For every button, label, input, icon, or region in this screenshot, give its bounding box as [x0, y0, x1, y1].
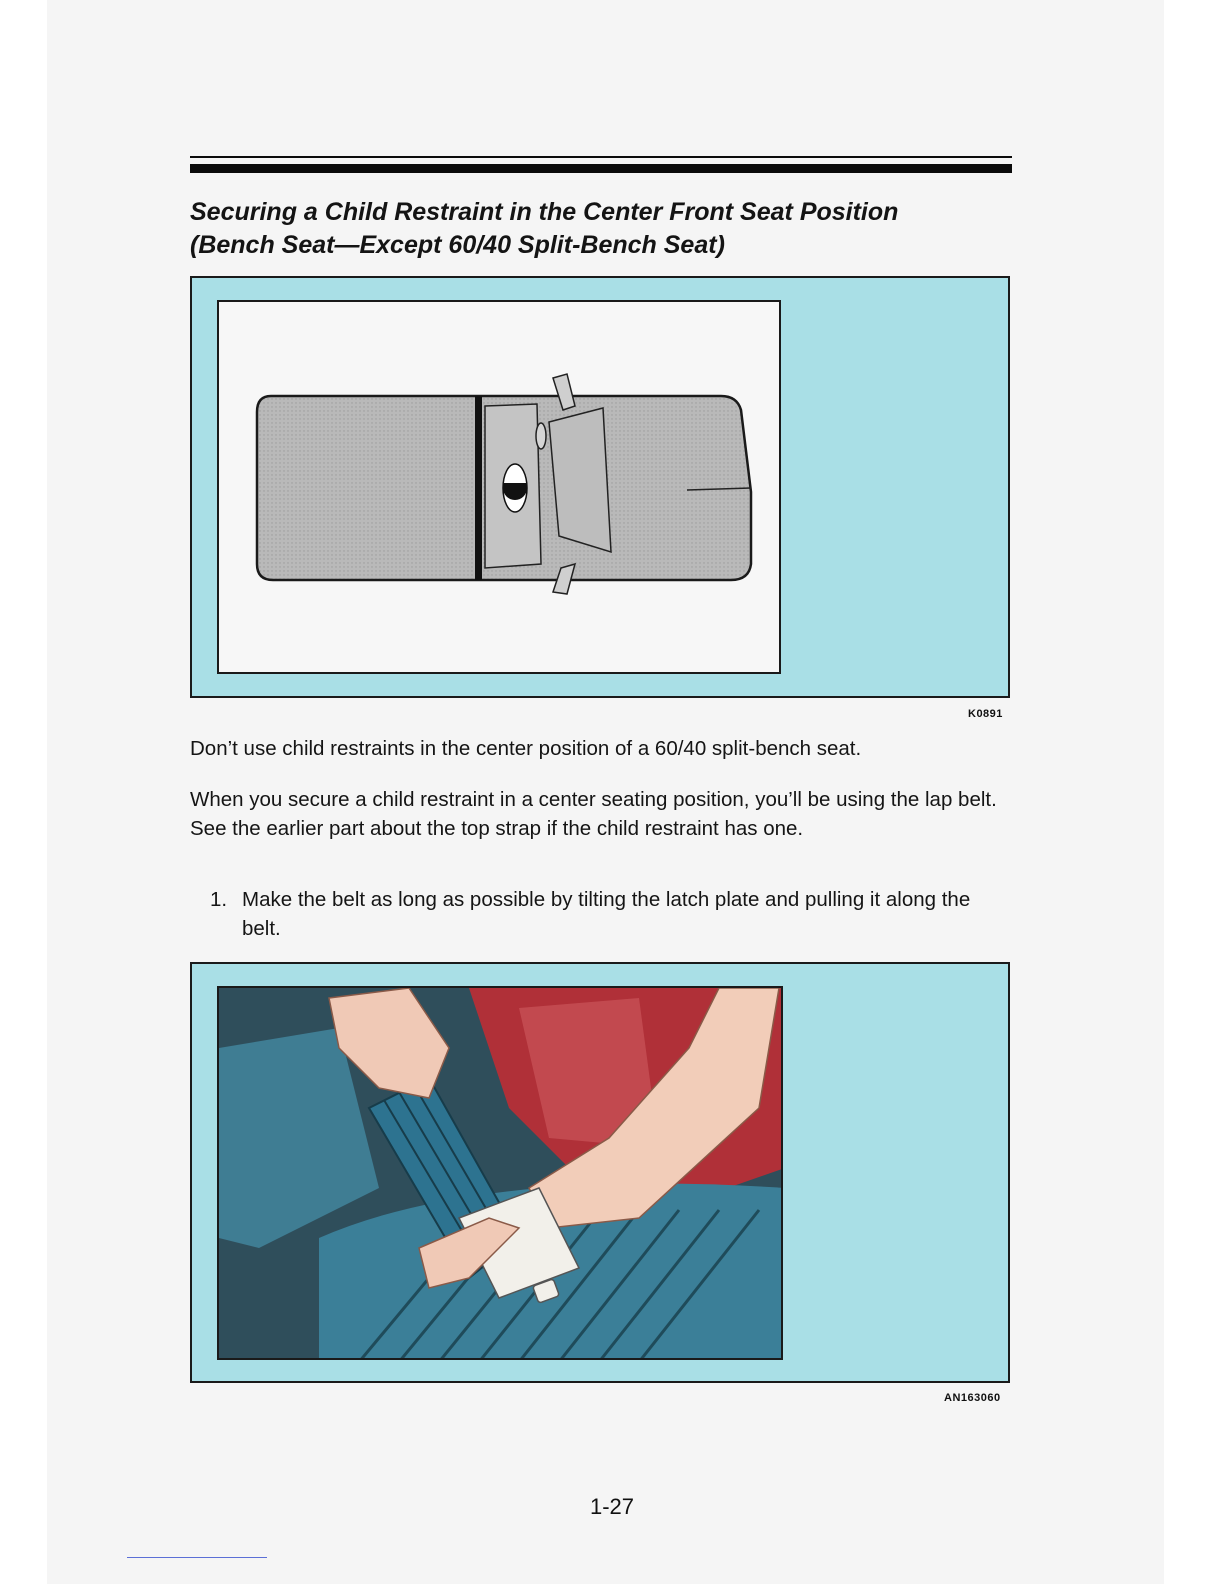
figure-2-code: AN163060	[944, 1392, 1001, 1404]
section-heading	[190, 196, 1020, 262]
paragraph-warning: Don’t use child restraints in the center position of a 60/40 split-bench seat.	[190, 737, 862, 760]
steering-wheel	[536, 423, 546, 449]
vehicle-diagram-inset	[217, 300, 781, 674]
header-rule-thick	[190, 164, 1012, 173]
latch-plate-illustration	[219, 988, 783, 1360]
vehicle-top-view-illustration	[219, 302, 779, 672]
figure-1-code: K0891	[968, 708, 1003, 720]
vehicle-diagram-figure	[190, 276, 1010, 698]
latch-plate-figure	[190, 962, 1010, 1383]
step-text: Make the belt as long as possible by tilting the latch plate and pulling it along the belt.	[242, 888, 971, 940]
child-seat-marker-band	[503, 483, 527, 493]
paragraph-lap-belt: When you secure a child restraint in a center seating position, you’ll be using the lap belt. See the earlier part about the top strap if the child restraint has one.	[190, 788, 997, 840]
header-rule-thin	[190, 156, 1012, 158]
heading-line-2: (Bench Seat—Except 60/40 Split-Bench Seat)	[190, 231, 725, 259]
step-number: 1.	[210, 888, 228, 911]
footer-link-underline	[127, 1557, 267, 1558]
cab-divider	[475, 396, 482, 580]
windshield	[549, 408, 611, 552]
page-number: 1-27	[589, 1494, 635, 1519]
heading-line-1: Securing a Child Restraint in the Center Front Seat Position	[190, 198, 899, 226]
latch-plate-inset	[217, 986, 783, 1360]
